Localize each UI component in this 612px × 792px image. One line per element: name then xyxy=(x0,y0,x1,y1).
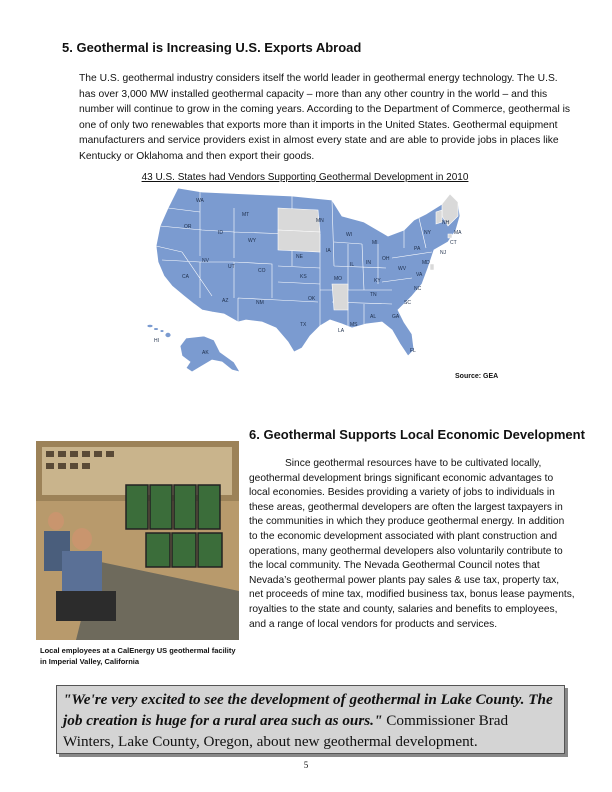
state-sd xyxy=(278,230,320,252)
state-label: KS xyxy=(300,274,307,280)
state-label: NJ xyxy=(440,250,447,256)
state-label: WI xyxy=(346,232,353,238)
state-label: MA xyxy=(454,230,462,236)
state-ar xyxy=(332,284,348,310)
state-label: VA xyxy=(416,272,423,278)
state-label: TN xyxy=(370,292,377,298)
state-label: MS xyxy=(350,322,358,328)
state-label: IA xyxy=(326,248,331,254)
state-label: LA xyxy=(338,328,345,334)
state-label: CO xyxy=(258,268,266,274)
section-6-text: Since geothermal resources have to be cultivated locally, geothermal development brings significant economic advantages to local economies. Besides providing a variety of jobs to individuals in these areas, geothermal developers are often the largest taxpayers in the communities in which they produce geothermal energy. In addition to the economic development associated with plant construction and operations, many geothermal developers also voluntarily contribute to the local community. The Nevada Geothermal Council notes that Nevada’s geothermal power plants pay sales & use tax, property tax, net proceeds of mine tax, modified business tax, bonus lease payments, royalties to the state and county, salaries and benefits to employees, and a range of local vendors for products and services. xyxy=(249,458,575,630)
map-source: Source: GEA xyxy=(455,373,499,380)
state-label: SC xyxy=(404,300,411,306)
state-label: IN xyxy=(366,260,371,266)
state-label: GA xyxy=(392,314,400,320)
state-ri xyxy=(448,234,452,238)
state-label: IL xyxy=(350,262,355,268)
state-label: WY xyxy=(248,238,257,244)
state-label: OK xyxy=(308,296,316,302)
control-room-photo xyxy=(36,441,239,640)
page-number: 5 xyxy=(303,760,309,770)
quote-text: "We're very excited to see the development of geothermal in Lake County. The job creation is huge for a rural area such as ours." xyxy=(63,691,553,729)
quote-box xyxy=(56,685,565,754)
state-label: UT xyxy=(228,264,235,270)
state-label: WV xyxy=(398,266,407,272)
state-label: CA xyxy=(182,274,189,280)
state-label: WA xyxy=(196,198,204,204)
state-label: AZ xyxy=(222,298,229,304)
state-label: MN xyxy=(316,218,324,224)
state-de xyxy=(430,264,434,270)
state-label: NV xyxy=(202,258,209,264)
section-5-paragraph: The U.S. geothermal industry considers itself the world leader in geothermal energy technology. The U.S. has over 3,000 MW installed geothermal capacity – more than any other country in the world – and this number will continue to grow in the coming years. According to the Department of Commerce, geothermal is one of only two renewables that exports more than it imports in the United States. Geothermal equipment manufacturers and service providers exist in almost every state and are able to provide jobs in places like Kentucky or Oklahoma and then export their goods. xyxy=(79,73,571,162)
state-label: KY xyxy=(374,278,381,284)
state-label: NM xyxy=(256,300,264,306)
state-label: AK xyxy=(202,350,209,356)
state-label: OR xyxy=(184,224,192,230)
state-label: MT xyxy=(242,212,250,218)
photo-caption: Local employees at a CalEnergy US geothermal facility in Imperial Valley, California xyxy=(40,646,236,666)
state-label: FL xyxy=(410,348,416,354)
state-label: TX xyxy=(300,322,307,328)
state-label: ID xyxy=(218,230,223,236)
state-nd xyxy=(278,208,320,232)
us-vendor-map xyxy=(142,186,472,386)
state-label: CT xyxy=(450,240,457,246)
section-5-heading: 5. Geothermal is Increasing U.S. Exports Abroad xyxy=(62,40,362,55)
state-label: MI xyxy=(372,240,378,246)
state-label: NC xyxy=(414,286,422,292)
state-label: MO xyxy=(334,276,343,282)
state-label: PA xyxy=(414,246,421,252)
quote-attribution: Commissioner Brad Winters, Lake County, Oregon, about new geothermal development. xyxy=(63,712,509,750)
state-label: NE xyxy=(296,254,303,260)
state-label: NH xyxy=(442,220,450,226)
alaska-shape xyxy=(180,336,240,372)
section-6-heading: 6. Geothermal Supports Local Economic Development xyxy=(249,427,585,442)
hawaii-shape xyxy=(147,324,153,327)
state-label: NY xyxy=(424,230,431,236)
section-6-paragraph xyxy=(249,457,575,632)
state-label: HI xyxy=(154,338,159,344)
state-label: AL xyxy=(370,314,377,320)
map-title: 43 U.S. States had Vendors Supporting Geothermal Development in 2010 xyxy=(141,172,469,183)
state-label: OH xyxy=(382,256,390,262)
state-label: MD xyxy=(422,260,430,266)
